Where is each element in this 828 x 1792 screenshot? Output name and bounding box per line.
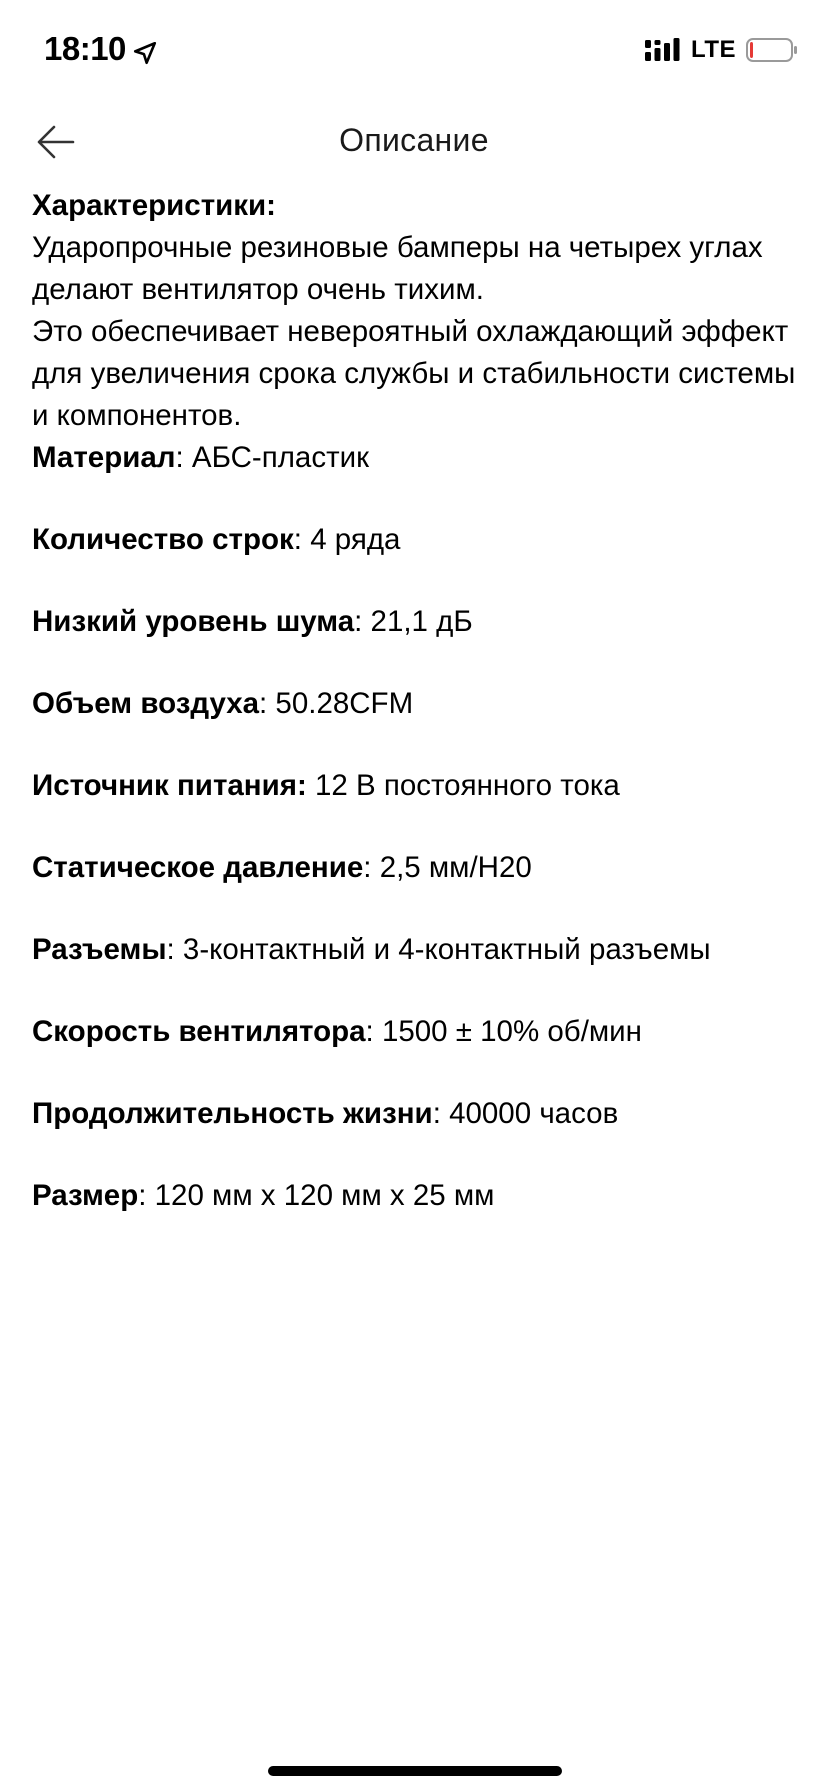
status-bar xyxy=(0,0,828,100)
spec-label: Размер xyxy=(32,1179,139,1212)
spec-label: Объем воздуха xyxy=(32,687,260,720)
spec-label: Источник питания: xyxy=(32,769,307,802)
spec-label: Продолжительность жизни xyxy=(32,1097,433,1130)
description-content xyxy=(32,185,802,1217)
spec-label: Низкий уровень шума xyxy=(32,605,355,638)
spec-label: Разъемы xyxy=(32,933,167,966)
battery-icon xyxy=(746,37,798,63)
spec-row-airflow xyxy=(32,683,802,725)
status-time-label: 18:10 xyxy=(44,30,126,67)
spec-value: 12 В постоянного тока xyxy=(306,769,620,802)
spec-colon: : xyxy=(363,851,372,884)
spec-value: 40000 часов xyxy=(440,1097,619,1130)
spec-value: 3-контактный и 4-контактный разъемы xyxy=(174,933,711,966)
spec-label: Количество строк xyxy=(32,523,294,556)
spec-label: Материал xyxy=(32,441,176,474)
spec-row-noise xyxy=(32,601,802,643)
spec-colon: : xyxy=(175,441,184,474)
description-paragraph: Это обеспечивает невероятный охлаждающий эффект для увеличения срока службы и стабильности системы и компонентов. xyxy=(32,315,796,432)
cellular-signal-icon xyxy=(645,38,681,62)
spec-label: Скорость вентилятора xyxy=(32,1015,366,1048)
spec-row-material xyxy=(32,437,802,479)
spec-row-pressure xyxy=(32,847,802,889)
spec-colon: : xyxy=(354,605,363,638)
spec-colon: : xyxy=(166,933,175,966)
page-title: Описание xyxy=(339,122,489,158)
spec-row-power xyxy=(32,765,802,807)
spec-row-connectors xyxy=(32,929,802,971)
nav-header xyxy=(0,110,828,174)
home-indicator[interactable] xyxy=(268,1766,562,1776)
spec-colon: : xyxy=(259,687,268,720)
status-indicators xyxy=(645,36,798,64)
spec-row-size xyxy=(32,1175,802,1217)
spec-value: 120 мм x 120 мм x 25 мм xyxy=(146,1179,495,1212)
spec-value: 50.28CFM xyxy=(267,687,414,720)
spec-value: 1500 ± 10% об/мин xyxy=(373,1015,642,1048)
location-arrow-icon xyxy=(132,36,158,62)
spec-colon: : xyxy=(432,1097,441,1130)
spec-row-fan-speed xyxy=(32,1011,802,1053)
spec-value: АБС-пластик xyxy=(183,441,369,474)
spec-value: 21,1 дБ xyxy=(362,605,473,638)
status-time xyxy=(44,30,158,68)
spec-row-rows xyxy=(32,519,802,561)
spec-value: 2,5 мм/H20 xyxy=(371,851,532,884)
spec-value: 4 ряда xyxy=(302,523,401,556)
description-heading: Характеристики: xyxy=(32,189,276,222)
spec-colon: : xyxy=(365,1015,374,1048)
network-type: LTE xyxy=(690,36,736,63)
spec-colon: : xyxy=(138,1179,147,1212)
spec-label: Статическое давление xyxy=(32,851,364,884)
spec-row-lifetime xyxy=(32,1093,802,1135)
spec-colon: : xyxy=(293,523,302,556)
description-paragraph: Ударопрочные резиновые бамперы на четырех углах делают вентилятор очень тихим. xyxy=(32,231,763,306)
